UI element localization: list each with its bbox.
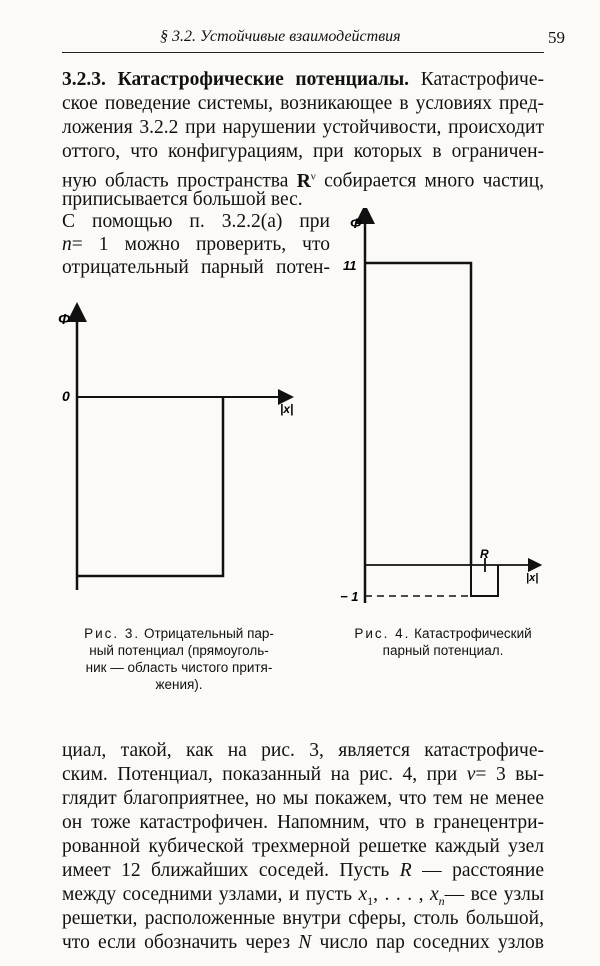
- running-header-title: § 3.2. Устойчивые взаимодействия: [160, 28, 401, 45]
- figure-4: [340, 208, 560, 608]
- figure-3: [40, 300, 310, 600]
- para-text: имеет 12 ближайших соседей. Пусть: [62, 860, 390, 881]
- fig3-caption-line: ник — область чистого притя-: [85, 660, 273, 675]
- para-line-7: С помощью п. 3.2.2(а) при: [62, 211, 330, 232]
- para-line-1: [62, 68, 544, 92]
- var-n: n: [62, 234, 72, 255]
- subscript: n: [438, 893, 445, 908]
- space-symbol-superscript: ν: [310, 170, 316, 182]
- fig4-caption-label: Рис. 4.: [354, 626, 411, 641]
- para-text: = 1 можно проверить, что: [71, 234, 330, 255]
- para-text: собирается много частиц,: [324, 170, 544, 192]
- fig4-minus-label: − 1: [340, 589, 359, 604]
- fig4-caption-line: парный потенциал.: [382, 643, 504, 658]
- body2-line-3: глядит благоприятнее, но мы покажем, что тем не менее: [62, 788, 544, 809]
- var-R: R: [399, 860, 412, 881]
- header-rule: [62, 52, 544, 53]
- fig4-r-label: R: [480, 547, 489, 561]
- var-N: N: [298, 932, 312, 953]
- fig3-caption-line: ный потенциал (прямоуголь-: [89, 643, 269, 658]
- fig3-caption: [54, 625, 304, 693]
- fig4-y-label: Φ: [350, 215, 362, 231]
- var-x: x: [358, 884, 368, 905]
- section-number: 3.2.3.: [62, 69, 106, 90]
- section-title: Катастрофические потенциалы.: [117, 69, 410, 90]
- body2-line-6: [62, 859, 544, 883]
- para-text: число пар соседних узлов: [319, 932, 545, 953]
- para-line-3: ложения 3.2.2 при нарушении устойчивости, происходит: [62, 117, 544, 138]
- para-line-6: приписывается большой вес.: [62, 189, 303, 210]
- fig3-caption-line: [54, 625, 304, 642]
- para-line-8: [62, 233, 330, 257]
- fig4-caption: [330, 625, 556, 659]
- fig4-top-label: 11: [343, 258, 357, 273]
- para-line-9: отрицательный парный потен-: [62, 257, 330, 278]
- body2-line-8: решетки, расположенные внутри сферы, столь большой,: [62, 908, 544, 929]
- space-symbol-letter: R: [296, 170, 311, 192]
- para-text: ную область пространства: [62, 170, 289, 192]
- para-line-2: ское поведение системы, возникающее в условиях пред-: [62, 93, 544, 114]
- body2-line-4: он тоже катастрофичен. Напомним, что в гранецентри-: [62, 812, 544, 833]
- body2-line-5: рованной кубической трехмерной решетке каждый узел: [62, 836, 544, 857]
- page-number: 59: [548, 28, 565, 47]
- para-text: Катастрофиче-: [420, 69, 544, 90]
- fig3-x-label: |x|: [280, 402, 294, 416]
- fig4-x-label: |x|: [526, 572, 539, 584]
- var-x: x: [429, 884, 439, 905]
- fig3-potential-well: [77, 397, 223, 576]
- fig4-caption-line: [330, 625, 556, 642]
- fig3-caption-label: Рис. 3.: [84, 626, 141, 641]
- para-text: что если обозначить через: [62, 932, 291, 953]
- para-text: между соседними узлами, и пусть: [62, 884, 353, 905]
- para-line-4: оттого, что конфигурациям, при которых в ограничен-: [62, 141, 544, 162]
- body2-line-1: циал, такой, как на рис. 3, является катастрофиче-: [62, 740, 544, 761]
- fig3-zero-label: 0: [62, 388, 70, 404]
- para-text: — все узлы: [444, 884, 545, 905]
- para-text: , . . . ,: [373, 884, 424, 905]
- body2-line-9: [62, 931, 544, 955]
- fig3-y-label: Φ: [58, 311, 71, 328]
- fig4-caption-text: Катастрофический: [414, 626, 532, 641]
- fig4-barrier: [365, 263, 471, 565]
- para-text: ским. Потенциал, показанный на рис. 4, при: [62, 764, 458, 785]
- var-nu: ν: [466, 764, 476, 785]
- fig3-caption-text: Отрицательный пар-: [143, 626, 274, 641]
- para-text: — расстояние: [422, 860, 544, 881]
- fig3-caption-line: жения).: [155, 677, 203, 692]
- running-header: [0, 28, 600, 50]
- body2-line-2: [62, 763, 544, 787]
- subscript: 1: [367, 893, 374, 908]
- para-text: = 3 вы-: [475, 764, 545, 785]
